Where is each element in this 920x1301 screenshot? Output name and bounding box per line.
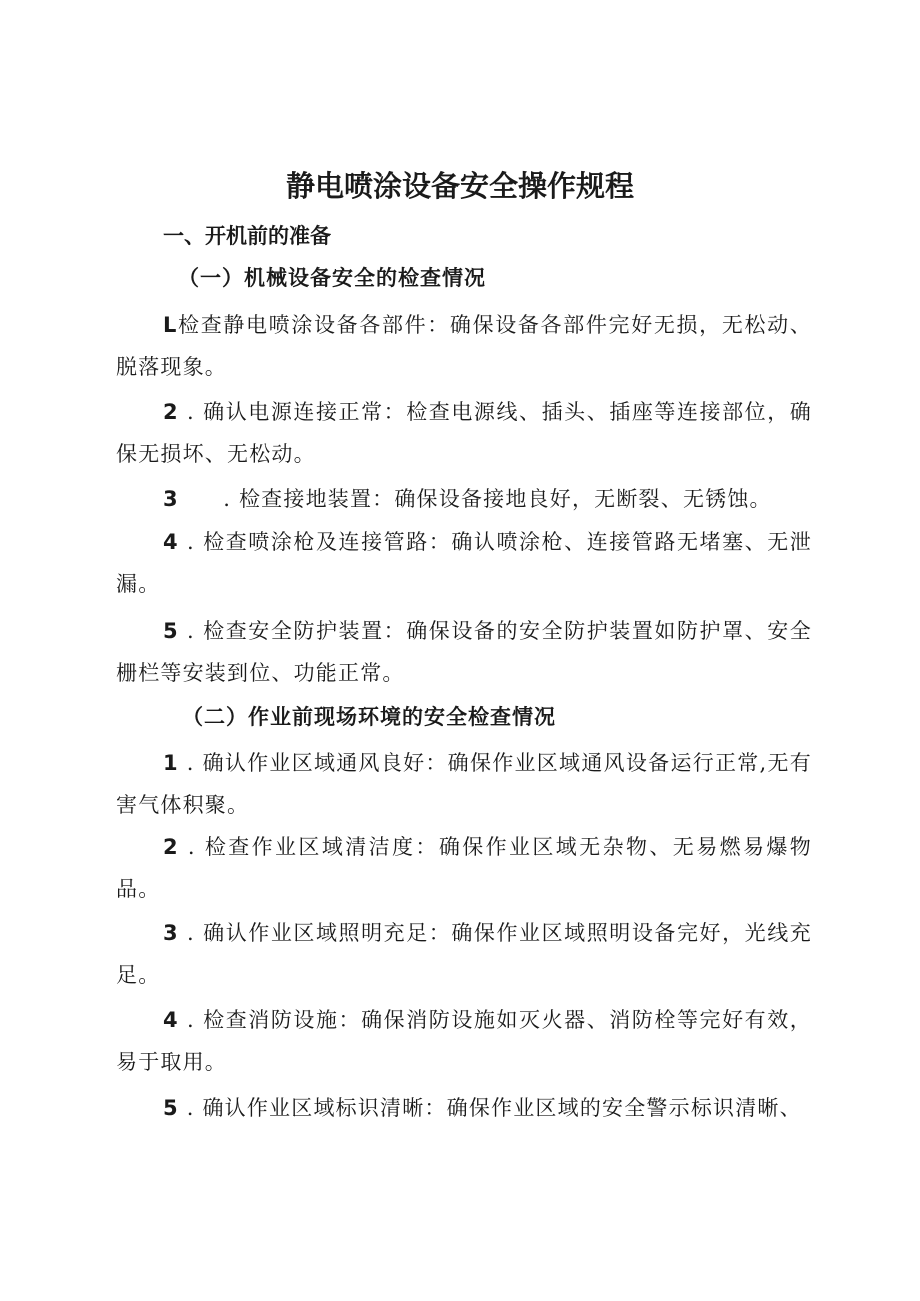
list-item: 5 . 确认作业区域标识清晰：确保作业区域的安全警示标识清晰、	[163, 1096, 802, 1120]
list-item: 1 . 确认作业区域通风良好：确保作业区域通风设备运行正常,无有害气体积聚。	[116, 751, 812, 817]
section-heading-1: 一、开机前的准备	[163, 224, 331, 248]
document-title: 静电喷涂设备安全操作规程	[285, 169, 634, 203]
list-item: L检查静电喷涂设备各部件：确保设备各部件完好无损，无松动、脱落现象。	[116, 313, 812, 379]
list-item: 2 . 确认电源连接正常：检查电源线、插头、插座等连接部位，确保无损坏、无松动。	[116, 400, 812, 466]
list-item: 3 . 检查接地装置：确保设备接地良好，无断裂、无锈蚀。	[163, 487, 772, 511]
list-item: 3 . 确认作业区域照明充足：确保作业区域照明设备完好，光线充足。	[116, 921, 812, 987]
list-item: 2 . 检查作业区域清洁度：确保作业区域无杂物、无易燃易爆物品。	[116, 835, 812, 901]
list-item: 5 . 检查安全防护装置：确保设备的安全防护装置如防护罩、安全栅栏等安装到位、功能正常。	[116, 619, 812, 685]
subsection-heading-2: （二）作业前现场环境的安全检查情况	[182, 705, 556, 729]
list-item: 4 . 检查消防设施：确保消防设施如灭火器、消防栓等完好有效，易于取用。	[116, 1008, 812, 1074]
subsection-heading-1: （一）机械设备安全的检查情况	[178, 266, 486, 290]
list-item: 4 . 检查喷涂枪及连接管路：确认喷涂枪、连接管路无堵塞、无泄漏。	[116, 530, 812, 596]
